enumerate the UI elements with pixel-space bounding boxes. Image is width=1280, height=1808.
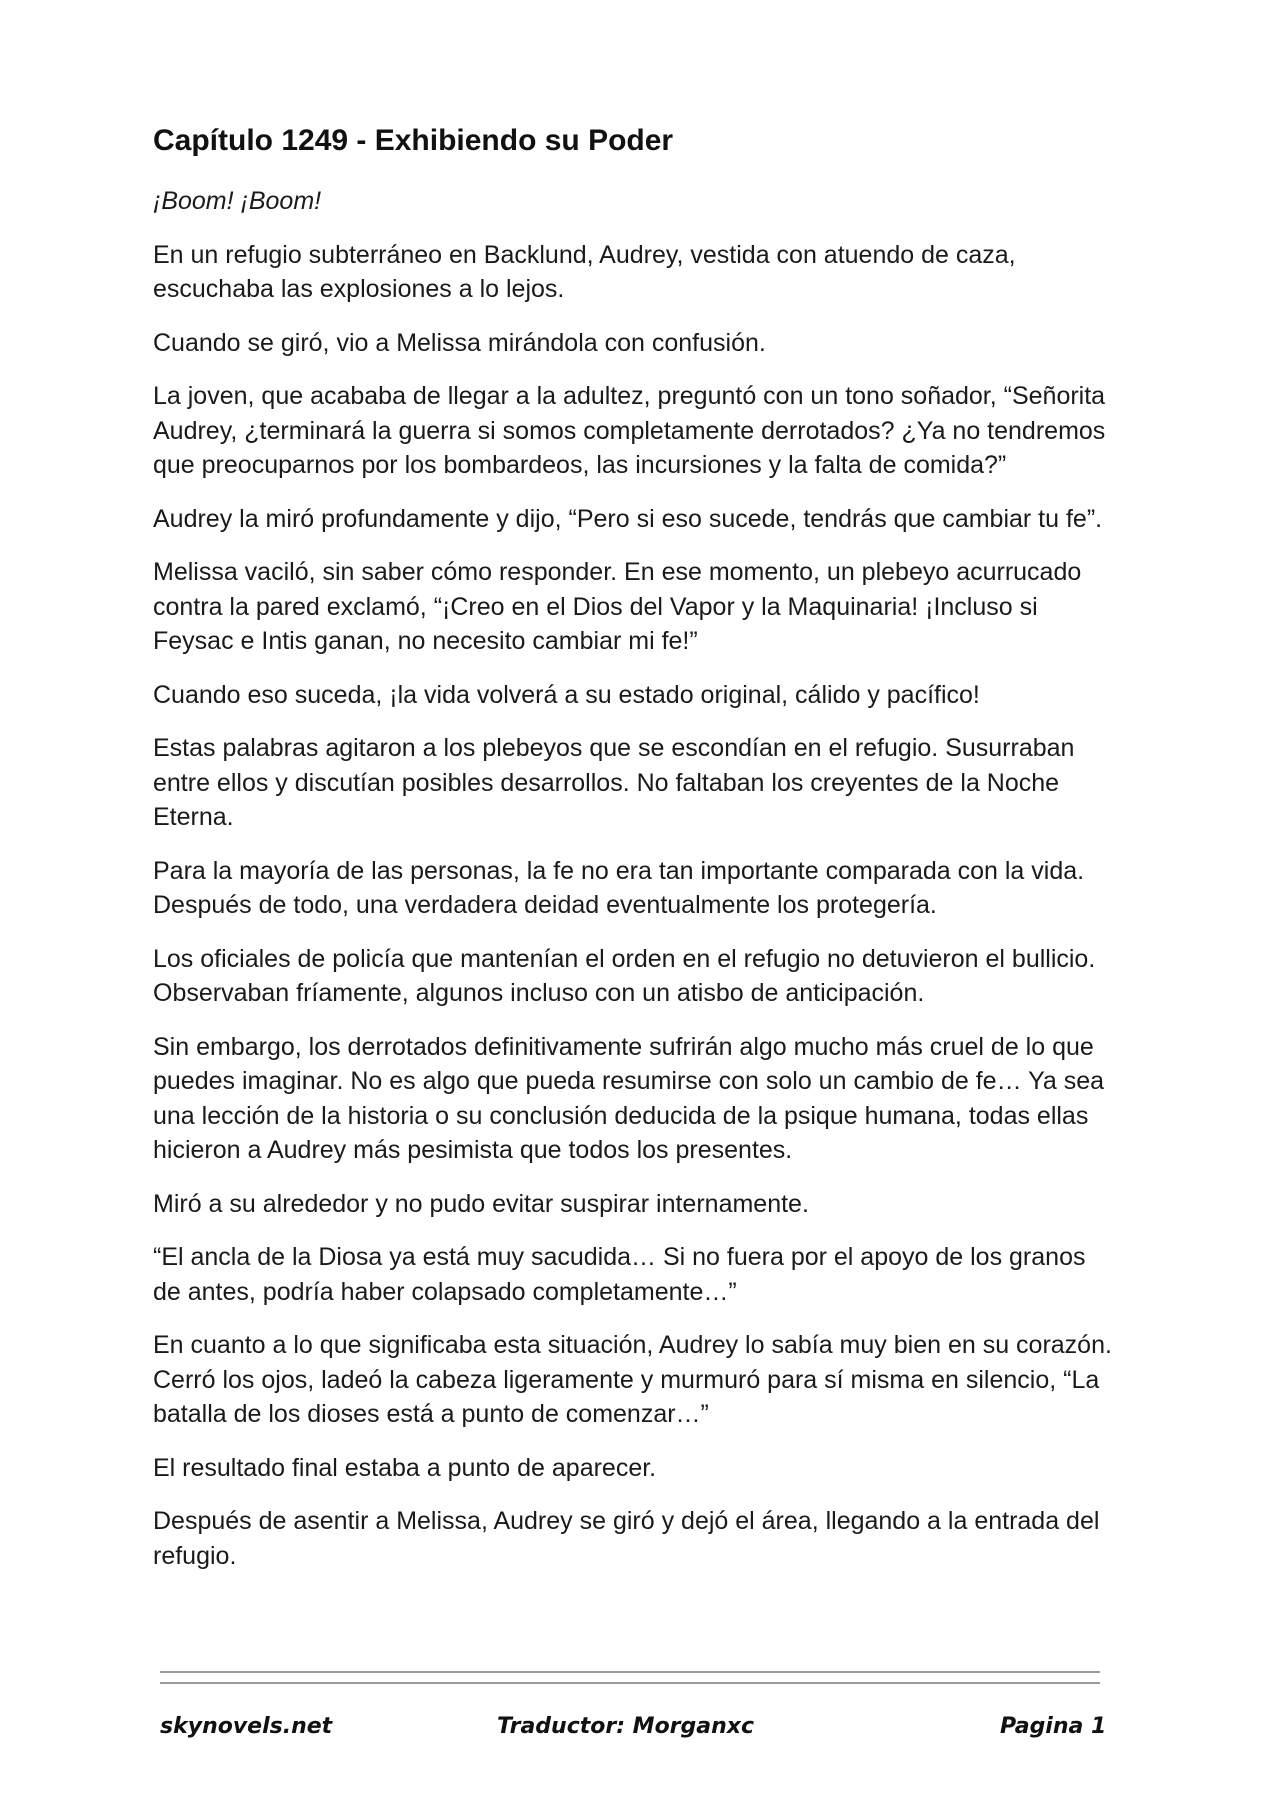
footer-divider-bottom xyxy=(160,1682,1100,1684)
paragraph: En cuanto a lo que significaba esta situación, Audrey lo sabía muy bien en su corazón. Cerró los ojos, ladeó la cabeza ligeramente y murmuró para sí misma en silencio, “La batalla de los dioses está a punto de comenzar…” xyxy=(153,1331,1112,1428)
paragraph: Melissa vaciló, sin saber cómo responder. En ese momento, un plebeyo acurrucado contra la pared exclamó, “¡Creo en el Dios del Vapor y la Maquinaria! ¡Incluso si Feysac e Intis ganan, no necesito cambiar mi fe!” xyxy=(153,558,1082,655)
paragraph: El resultado final estaba a punto de aparecer. xyxy=(153,1453,657,1482)
paragraph: ¡Boom! ¡Boom! xyxy=(153,187,322,215)
footer-translator: Traductor: Morganxc xyxy=(497,1714,755,1739)
paragraph: En un refugio subterráneo en Backlund, Audrey, vestida con atuendo de caza, escuchaba las explosiones a lo lejos. xyxy=(153,240,1016,303)
paragraph: Los oficiales de policía que mantenían el orden en el refugio no detuvieron el bullicio. Observaban fríamente, algunos incluso con un atisbo de anticipación. xyxy=(153,944,1096,1007)
paragraph: Después de asentir a Melissa, Audrey se giró y dejó el área, llegando a la entrada del refugio. xyxy=(153,1507,1100,1570)
footer-page-number: Pagina 1 xyxy=(1000,1714,1107,1739)
paragraph: Estas palabras agitaron a los plebeyos que se escondían en el refugio. Susurraban entre ellos y discutían posibles desarrollos. No faltaban los creyentes de la Noche Eterna. xyxy=(153,734,1075,831)
paragraph: Sin embargo, los derrotados definitivamente sufrirán algo mucho más cruel de lo que puedes imaginar. No es algo que pueda resumirse con solo un cambio de fe… Ya sea una lección de la historia o su conclusión deducida de la psique humana, todas ellas hicieron a Audrey más pesimista que todos los presentes. xyxy=(153,1032,1105,1164)
paragraph: Cuando eso suceda, ¡la vida volverá a su estado original, cálido y pacífico! xyxy=(153,680,980,709)
paragraph: Para la mayoría de las personas, la fe no era tan importante comparada con la vida. Después de todo, una verdadera deidad eventualmente los protegería. xyxy=(153,856,1085,919)
document-content xyxy=(153,120,1113,1592)
paragraph: Audrey la miró profundamente y dijo, “Pero si eso sucede, tendrás que cambiar tu fe”. xyxy=(153,504,1103,533)
paragraph: La joven, que acababa de llegar a la adultez, preguntó con un tono soñador, “Señorita Audrey, ¿terminará la guerra si somos completamente derrotados? ¿Ya no tendremos que preocuparnos por los bombardeos, las incursiones y la falta de comida?” xyxy=(153,382,1106,479)
chapter-title: Capítulo 1249 - Exhibiendo su Poder xyxy=(153,124,674,157)
footer-site: skynovels.net xyxy=(160,1714,333,1739)
paragraph: Miró a su alrededor y no pudo evitar suspirar internamente. xyxy=(153,1189,809,1218)
footer-divider-top xyxy=(160,1671,1100,1673)
paragraph: Cuando se giró, vio a Melissa mirándola con confusión. xyxy=(153,328,766,357)
paragraph: “El ancla de la Diosa ya está muy sacudida… Si no fuera por el apoyo de los granos de antes, podría haber colapsado completamente…” xyxy=(153,1243,1086,1306)
